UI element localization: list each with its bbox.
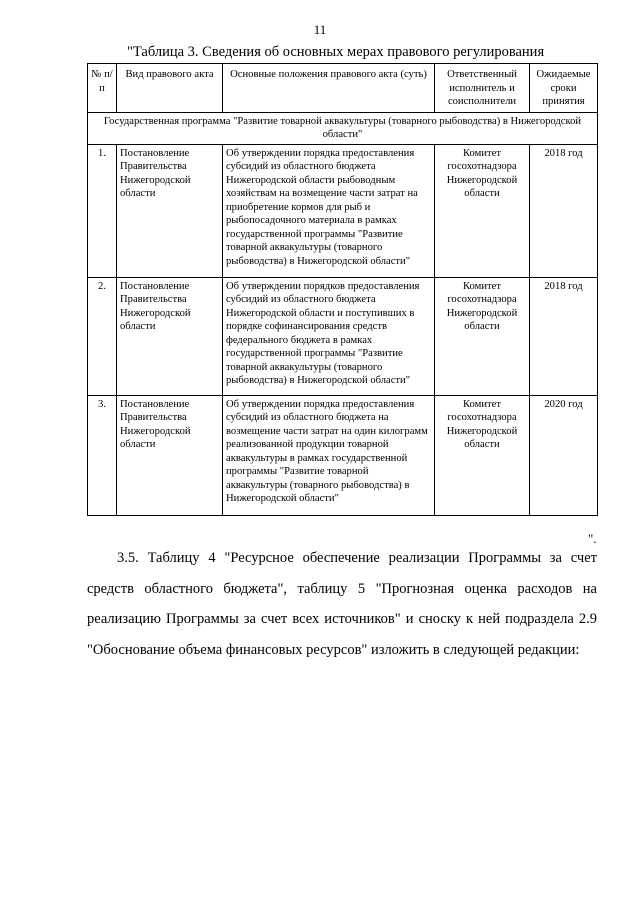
table-caption: "Таблица 3. Сведения об основных мерах правового регулирования <box>127 44 545 60</box>
header-provisions: Основные положения правового акта (суть) <box>223 64 435 113</box>
row-executor: Комитет госохотнадзора Нижегородской области <box>435 395 530 515</box>
header-num: № п/п <box>88 64 117 113</box>
legal-measures-table <box>87 63 598 516</box>
row-act-type: Постановление Правительства Нижегородской области <box>117 277 223 395</box>
table-row <box>88 277 598 395</box>
row-provisions: Об утверждении порядка предоставления субсидий из областного бюджета на возмещение части затрат на один килограмм реализованной продукции товарной аквакультуры в рамках государственной программы "Развитие товарной аквакультуры (товарного рыбоводства) в Нижегородской области" <box>223 395 435 515</box>
section-row <box>88 112 598 144</box>
section-title: Государственная программа "Развитие товарной аквакультуры (товарного рыбоводства) в Нижегородской области" <box>88 112 598 144</box>
row-deadline: 2020 год <box>530 395 598 515</box>
table-row <box>88 395 598 515</box>
row-act-type: Постановление Правительства Нижегородской области <box>117 395 223 515</box>
header-act-type: Вид правового акта <box>117 64 223 113</box>
table-row <box>88 144 598 277</box>
header-executor: Ответственный исполнитель и соисполнители <box>435 64 530 113</box>
row-deadline: 2018 год <box>530 277 598 395</box>
table-closing-quote: ". <box>588 531 597 546</box>
row-act-type: Постановление Правительства Нижегородской области <box>117 144 223 277</box>
header-deadline: Ожидаемые сроки принятия <box>530 64 598 113</box>
page-number: 11 <box>313 22 327 37</box>
row-executor: Комитет госохотнадзора Нижегородской области <box>435 144 530 277</box>
row-num: 1. <box>88 144 117 277</box>
row-deadline: 2018 год <box>530 144 598 277</box>
row-provisions: Об утверждении порядка предоставления субсидий из областного бюджета Нижегородской области рыбоводным хозяйствам на возмещение части затрат на приобретение кормов для рыб и рыбопосадочного материала в рамках государственной программы "Развитие товарной аквакультуры (товарного рыбоводства) в Нижегородской области" <box>223 144 435 277</box>
row-provisions: Об утверждении порядков предоставления субсидий из областного бюджета Нижегородской области и поступивших в порядке софинансирования средств федерального бюджета в рамках государственной программы "Развитие товарной аквакультуры (товарного рыбоводства) в Нижегородской области" <box>223 277 435 395</box>
row-num: 3. <box>88 395 117 515</box>
table-header-row <box>88 64 598 113</box>
row-executor: Комитет госохотнадзора Нижегородской области <box>435 277 530 395</box>
row-num: 2. <box>88 277 117 395</box>
body-paragraph: 3.5. Таблицу 4 "Ресурсное обеспечение реализации Программы за счет средств областного бюджета", таблицу 5 "Прогнозная оценка расходов на реализацию Программы за счет всех источников" и сноску к ней подраздела 2.9 "Обоснование объема финансовых ресурсов" изложить в следующей редакции: <box>87 550 597 658</box>
